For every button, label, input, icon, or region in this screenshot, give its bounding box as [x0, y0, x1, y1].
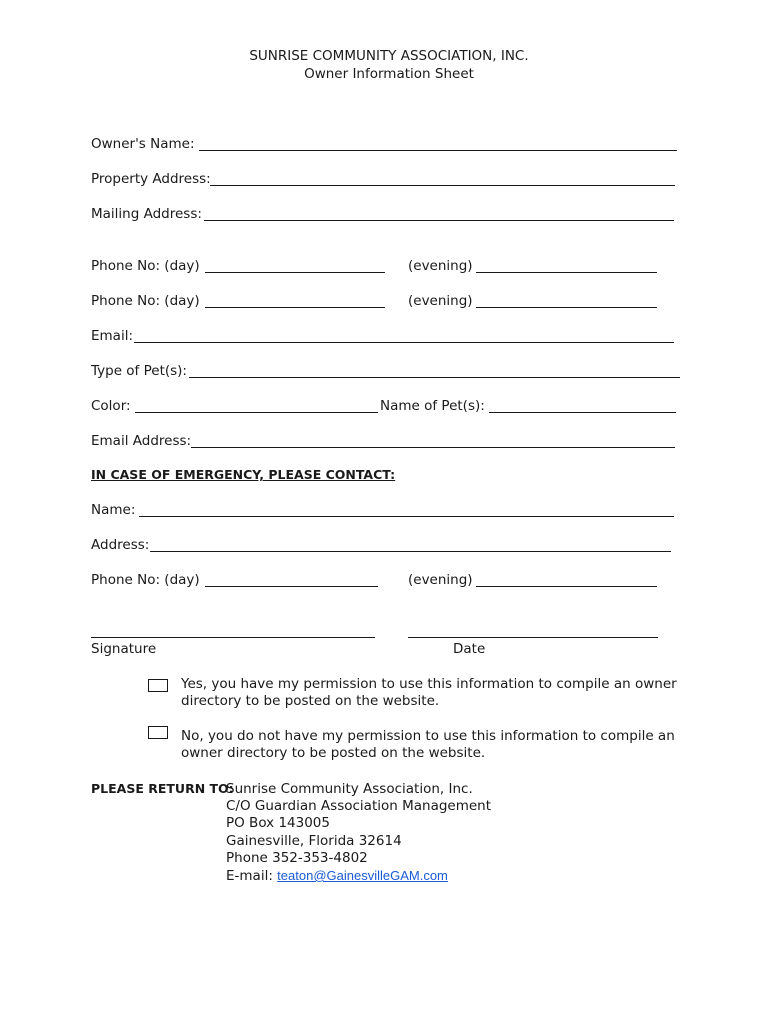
phone-day-label-1: Phone No: (day) [91, 258, 200, 274]
owners-name-line[interactable] [199, 150, 677, 151]
emergency-phone-day-line[interactable] [205, 586, 378, 587]
mailing-address-line[interactable] [204, 220, 674, 221]
property-address-label: Property Address: [91, 171, 211, 187]
permission-no-checkbox[interactable] [148, 726, 168, 739]
phone-day-line-1[interactable] [205, 272, 385, 273]
property-address-line[interactable] [210, 185, 675, 186]
emergency-phone-day-label: Phone No: (day) [91, 572, 200, 588]
email-address-line[interactable] [191, 447, 675, 448]
phone-day-label-2: Phone No: (day) [91, 293, 200, 309]
phone-evening-label-1: (evening) [408, 258, 473, 274]
pet-name-label: Name of Pet(s): [380, 398, 485, 414]
permission-yes-text-2: directory to be posted on the website. [181, 693, 440, 709]
return-to-label: PLEASE RETURN TO: [91, 781, 234, 796]
date-line[interactable] [408, 637, 658, 638]
mailing-address-label: Mailing Address: [91, 206, 202, 222]
emergency-name-label: Name: [91, 502, 136, 518]
association-title: SUNRISE COMMUNITY ASSOCIATION, INC. [249, 48, 529, 64]
permission-yes-text-1: Yes, you have my permission to use this information to compile an owner [181, 676, 677, 692]
return-email-row [226, 868, 448, 884]
permission-no-text-1: No, you do not have my permission to use this information to compile an [181, 728, 675, 744]
emergency-phone-evening-line[interactable] [476, 586, 657, 587]
permission-no-text-2: owner directory to be posted on the website. [181, 745, 486, 761]
return-email-label: E-mail: [226, 868, 273, 884]
emergency-phone-evening-label: (evening) [408, 572, 473, 588]
pet-type-label: Type of Pet(s): [91, 363, 187, 379]
phone-evening-line-1[interactable] [476, 272, 657, 273]
color-line[interactable] [135, 412, 378, 413]
phone-evening-label-2: (evening) [408, 293, 473, 309]
date-label: Date [453, 641, 486, 657]
phone-evening-line-2[interactable] [476, 307, 657, 308]
email-address-label: Email Address: [91, 433, 192, 449]
sheet-subtitle: Owner Information Sheet [304, 66, 474, 82]
return-line-1: Sunrise Community Association, Inc. [226, 781, 473, 797]
phone-day-line-2[interactable] [205, 307, 385, 308]
return-line-2: C/O Guardian Association Management [226, 798, 492, 814]
emergency-address-label: Address: [91, 537, 150, 553]
emergency-heading: IN CASE OF EMERGENCY, PLEASE CONTACT: [91, 467, 396, 482]
return-line-5: Phone 352-353-4802 [226, 850, 368, 866]
owners-name-label: Owner's Name: [91, 136, 195, 152]
pet-type-line[interactable] [189, 377, 680, 378]
pet-name-line[interactable] [489, 412, 676, 413]
permission-yes-checkbox[interactable] [148, 679, 168, 692]
email-label: Email: [91, 328, 134, 344]
signature-line[interactable] [91, 637, 375, 638]
return-line-3: PO Box 143005 [226, 815, 330, 831]
email-line[interactable] [134, 342, 674, 343]
return-line-4: Gainesville, Florida 32614 [226, 833, 402, 849]
color-label: Color: [91, 398, 131, 414]
emergency-address-line[interactable] [150, 551, 671, 552]
return-email-link[interactable]: teaton@GainesvilleGAM.com [277, 868, 448, 883]
signature-label: Signature [91, 641, 157, 657]
emergency-name-line[interactable] [139, 516, 674, 517]
